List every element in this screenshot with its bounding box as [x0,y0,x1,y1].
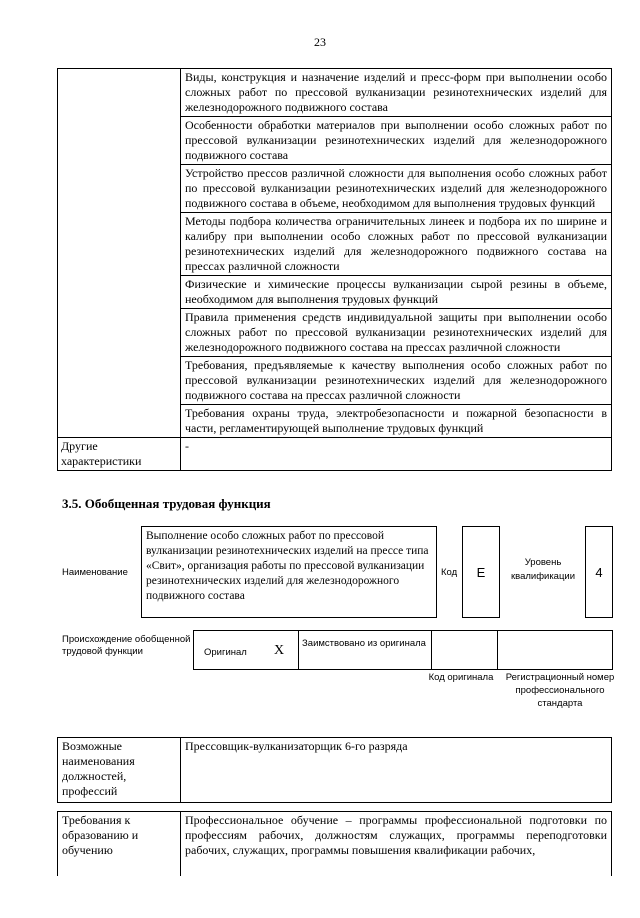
naming-label: Наименование [62,567,128,578]
positions-value: Прессовщик-вулканизаторщик 6-го разряда [181,738,612,803]
knowledge-item: Требования охраны труда, электробезопасности и пожарной безопасности в части, регламентирующей выполнение трудовых функций [181,405,612,438]
knowledge-item: Физические и химические процессы вулканизации сырой резины в объеме, необходимом для выполнения трудовых функций [181,276,612,309]
knowledge-item: Устройство прессов различной сложности для выполнения особо сложных работ по прессовой вулканизации резинотехнических изделий для железнодорожного подвижного состава в объеме, необходимом для выполнения трудовых функций [181,165,612,213]
qualification-level-value: 4 [585,526,613,618]
naming-value: Выполнение особо сложных работ по прессовой вулканизации резинотехнических изделий на прессе типа «Свит», организация работы по прессовой вулканизации резинотехнических изделий для железнодорожного подвижного состава [141,526,437,618]
knowledge-table [57,68,612,471]
page-number: 23 [314,35,326,49]
borrowed-label: Заимствовано из оригинала [302,638,426,649]
positions-label: Возможные наименования должностей, профессий [58,738,181,803]
education-label: Требования к образованию и обучению [58,812,181,877]
education-table [57,811,612,876]
code-original-cell [431,631,432,669]
code-value: E [462,526,500,618]
code-label: Код [441,567,458,578]
reg-number-label: Регистрационный номер профессионального стандарта [505,672,615,709]
knowledge-item: Правила применения средств индивидуальной защиты при выполнении особо сложных работ по прессовой вулканизации резинотехнических изделий для железнодорожного подвижного состава на прессах различной сложности [181,309,612,357]
education-value: Профессиональное обучение – программы профессиональной подготовки по профессиям рабочих, должностям служащих, программы переподготовки рабочих, служащих, программы повышения квалификации рабочих, [181,812,612,877]
reg-number-cell [497,631,498,669]
original-label: Оригинал [204,647,247,658]
knowledge-item: Требования, предъявляемые к качеству выполнения особо сложных работ по прессовой вулканизации резинотехнических изделий для железнодорожного подвижного состава на прессах различной сложности [181,357,612,405]
original-mark: X [274,643,285,658]
origin-box [193,630,613,670]
code-original-label: Код оригинала [428,672,494,683]
origin-label: Происхождение обобщенной трудовой функции [62,634,191,657]
positions-table [57,737,612,803]
knowledge-item: Виды, конструкция и назначение изделий и пресс-форм при выполнении особо сложных работ по прессовой вулканизации резинотехнических изделий для железнодорожного подвижного состава [181,69,612,117]
qualification-level-label: Уровень квалификации [510,557,576,582]
knowledge-item: Методы подбора количества ограничительных линеек и подбора их по ширине и калибру при выполнении особо сложных работ по прессовой вулканизации резинотехнических изделий для железнодорожного подвижного состава на прессах различной сложности [181,213,612,276]
section-title: 3.5. Обобщенная трудовая функция [62,496,271,511]
other-characteristics-value: - [181,438,612,471]
knowledge-label-cell [58,69,181,438]
borrowed-divider [298,631,299,669]
knowledge-item: Особенности обработки материалов при выполнении особо сложных работ по прессовой вулканизации резинотехнических изделий для железнодорожного подвижного состава [181,117,612,165]
other-characteristics-label: Другие характеристики [58,438,181,471]
